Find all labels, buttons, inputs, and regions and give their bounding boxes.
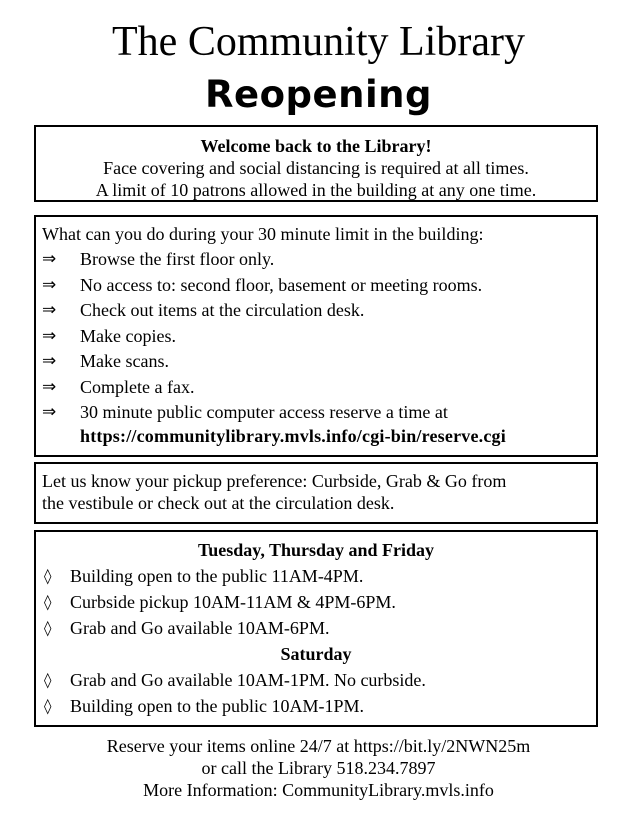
arrow-bullet-icon: ⇒ [42, 300, 57, 320]
list-item-text: No access to: second floor, basement or meeting rooms. [80, 274, 483, 295]
list-item [36, 615, 596, 641]
pickup-line-2: the vestibule or check out at the circulation desk. [42, 493, 395, 513]
arrow-bullet-icon: ⇒ [42, 325, 57, 346]
list-item-text: Curbside pickup 10AM-11AM & 4PM-6PM. [70, 592, 396, 612]
diamond-bullet-icon: ◊ [44, 593, 52, 611]
diamond-bullet-icon: ◊ [44, 697, 52, 715]
welcome-heading: Welcome back to the Library! [200, 136, 432, 156]
list-item [42, 273, 596, 299]
list-item-text: Grab and Go available 10AM-6PM. [70, 618, 330, 638]
welcome-box [34, 125, 598, 202]
reserve-url-link[interactable]: https://communitylibrary.mvls.info/cgi-bin/reserve.cgi [80, 425, 506, 446]
list-item-text: Building open to the public 10AM-1PM. [70, 696, 364, 716]
footer-line-1: Reserve your items online 24/7 at https://bit.ly/2NWN25m [106, 736, 531, 756]
hours-box [34, 530, 598, 727]
list-item-text: Check out items at the circulation desk. [80, 300, 365, 320]
list-item [36, 563, 596, 589]
arrow-bullet-icon: ⇒ [42, 249, 57, 269]
diamond-bullet-icon: ◊ [44, 619, 52, 637]
list-item-text: Browse the first floor only. [80, 249, 275, 269]
diamond-bullet-icon: ◊ [44, 567, 52, 585]
list-item [42, 400, 596, 426]
list-item [42, 298, 596, 324]
arrow-bullet-icon: ⇒ [42, 274, 57, 295]
welcome-line-2: A limit of 10 patrons allowed in the building at any one time. [95, 180, 537, 200]
list-item [42, 324, 596, 350]
list-item-text: Building open to the public 11AM-4PM. [70, 566, 364, 586]
list-item-text: 30 minute public computer access reserve a time at [80, 402, 448, 422]
pickup-box [34, 462, 598, 524]
arrow-bullet-icon: ⇒ [42, 376, 57, 397]
list-item-text: Make copies. [80, 325, 176, 346]
list-item-text: Grab and Go available 10AM-1PM. No curbside. [70, 670, 426, 690]
page-subtitle: Reopening [205, 73, 432, 116]
activities-intro: What can you do during your 30 minute limit in the building: [42, 224, 484, 244]
page-title: The Community Library [112, 19, 525, 65]
list-item-text: Make scans. [80, 351, 169, 371]
diamond-bullet-icon: ◊ [44, 671, 52, 689]
pickup-line-1: Let us know your pickup preference: Curbside, Grab & Go from [42, 471, 507, 491]
list-item [42, 349, 596, 375]
saturday-heading: Saturday [280, 644, 352, 664]
footer-line-2: or call the Library 518.234.7897 [201, 758, 436, 778]
list-item-text: Complete a fax. [80, 376, 195, 397]
weekday-heading: Tuesday, Thursday and Friday [197, 540, 435, 560]
list-item [36, 693, 596, 719]
list-item [42, 375, 596, 401]
list-item [36, 589, 596, 615]
footer-line-3: More Information: CommunityLibrary.mvls.info [143, 780, 494, 800]
list-item [42, 247, 596, 273]
list-item [36, 667, 596, 693]
footer [0, 735, 637, 801]
arrow-bullet-icon: ⇒ [42, 402, 57, 422]
arrow-bullet-icon: ⇒ [42, 351, 57, 371]
activities-box [34, 215, 598, 457]
welcome-line-1: Face covering and social distancing is required at all times. [103, 158, 529, 178]
